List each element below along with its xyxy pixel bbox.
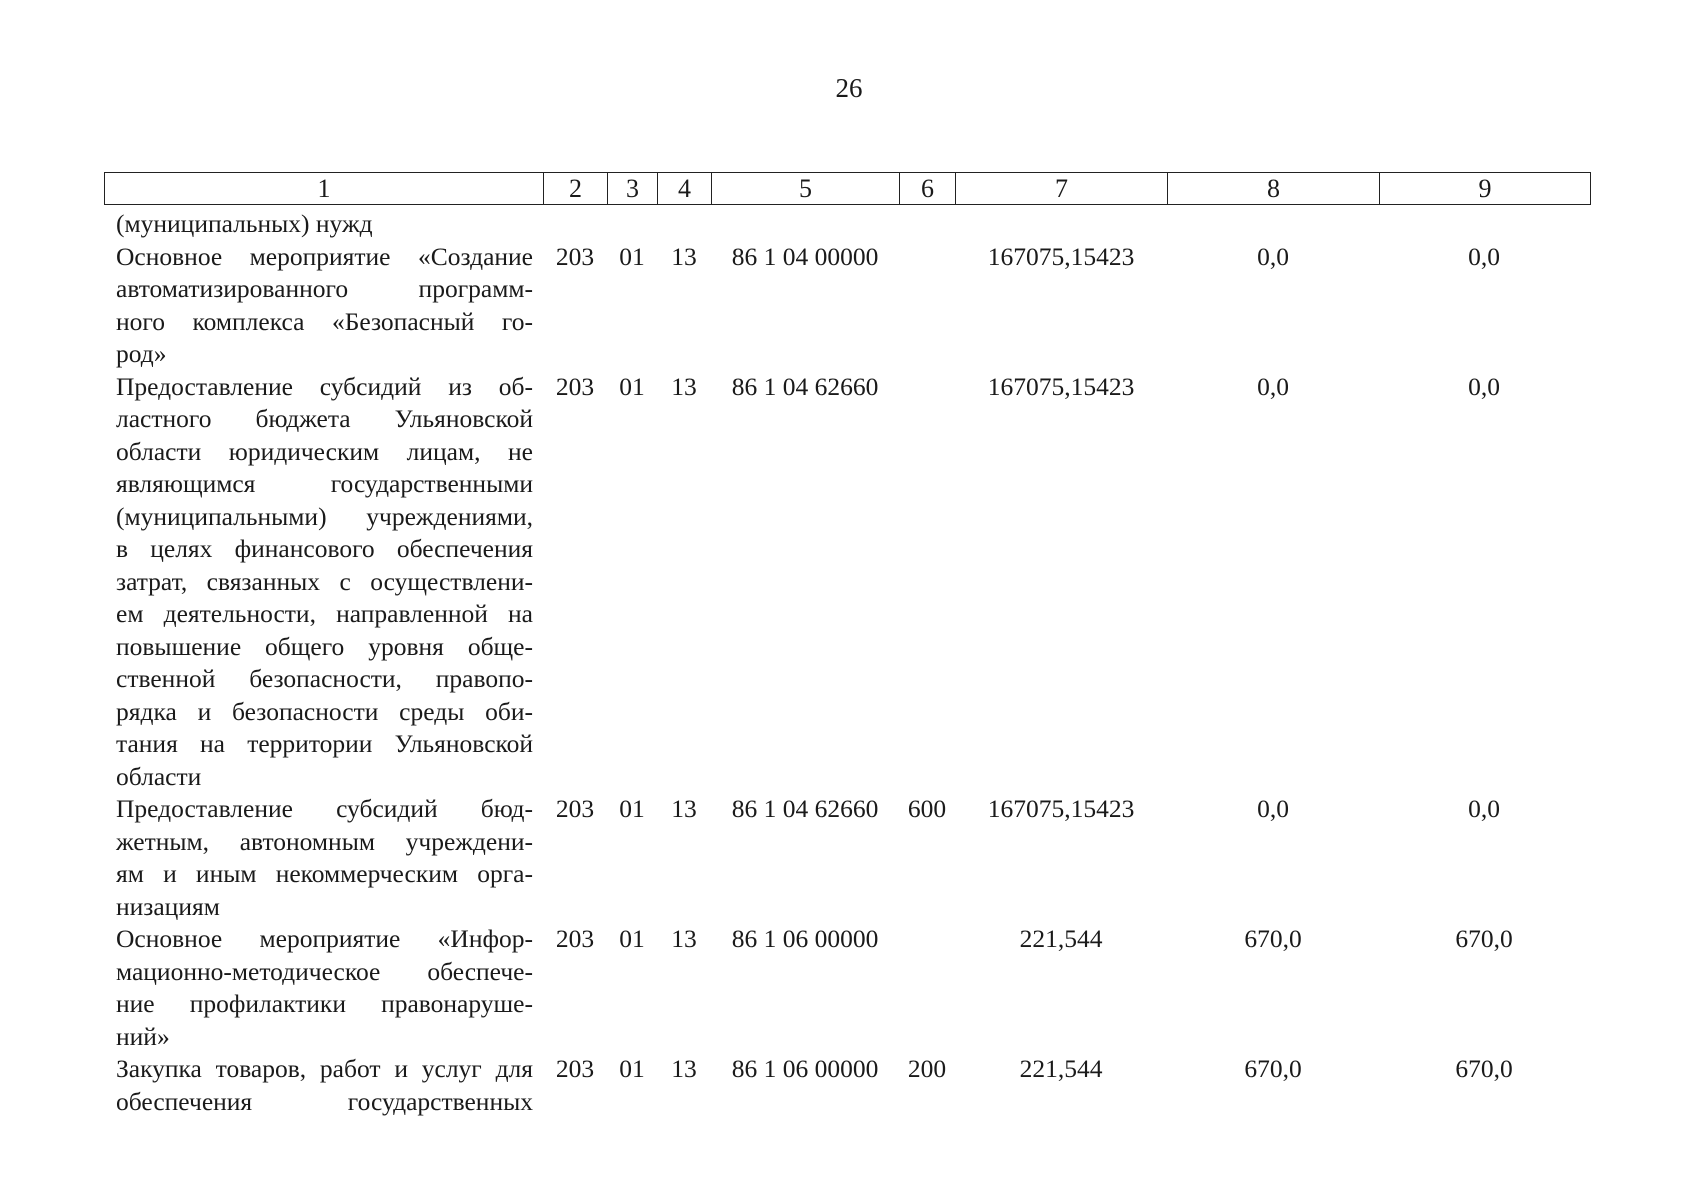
cell-col-3 [607, 208, 657, 241]
table-row [104, 1053, 1589, 1118]
description-line: ластного бюджета Ульяновской [116, 404, 533, 433]
description-line: ний» [116, 1021, 170, 1051]
cell-col-3: 01 [619, 1054, 645, 1083]
cell-col-9: 0,0 [1468, 794, 1500, 823]
description-line: в целях финансового обеспечения [116, 534, 533, 563]
description-line: низациям [116, 891, 220, 921]
cell-col-9: 0,0 [1468, 241, 1500, 271]
description-line: ственной безопасности, правопо- [116, 664, 533, 693]
cell-col-2: 203 [555, 794, 595, 823]
description-line: ного комплекса «Безопасный го- [116, 306, 533, 336]
cell-col-7: 221,544 [1019, 924, 1103, 953]
cell-col-2: 203 [555, 241, 595, 271]
description-line: являющимся государственными [116, 469, 533, 498]
cell-col-2: 203 [555, 371, 595, 401]
cell-col-4: 13 [671, 241, 697, 271]
header-col-9: 9 [1478, 173, 1492, 203]
cell-col-4 [657, 208, 711, 241]
header-col-2: 2 [544, 173, 608, 204]
page-number: 26 [835, 73, 863, 103]
cell-col-7 [955, 208, 1167, 241]
cell-col-6: 600 [907, 794, 947, 823]
description-line: Предоставление субсидий из об- [116, 371, 533, 401]
cell-col-4: 13 [671, 371, 697, 401]
cell-col-4: 13 [671, 1054, 697, 1083]
row-description [104, 371, 543, 794]
cell-col-6 [899, 208, 955, 241]
description-line: мационно-методическое обеспече- [116, 956, 533, 986]
cell-col-7: 221,544 [1019, 1054, 1103, 1083]
row-description [104, 208, 543, 241]
cell-col-6 [899, 923, 955, 1053]
cell-col-5: 86 1 06 00000 [731, 924, 879, 953]
row-description [104, 1053, 543, 1118]
description-line: области юридическим лицам, не [116, 436, 533, 466]
header-col-3: 3 [608, 173, 658, 204]
description-line: ние профилактики правонаруше- [116, 989, 533, 1018]
header-col-4: 4 [658, 173, 712, 204]
cell-col-8: 0,0 [1257, 794, 1289, 823]
row-description [104, 923, 543, 1053]
cell-col-8 [1167, 208, 1379, 241]
cell-col-8: 0,0 [1257, 241, 1289, 271]
cell-col-8: 670,0 [1244, 1054, 1302, 1083]
cell-col-2: 203 [555, 1054, 595, 1083]
header-col-5: 5 [712, 173, 900, 204]
description-line: род» [116, 339, 167, 368]
cell-col-9: 670,0 [1455, 924, 1513, 953]
cell-col-9 [1379, 208, 1589, 241]
cell-col-8: 670,0 [1244, 924, 1302, 953]
cell-col-6: 200 [907, 1054, 947, 1083]
table-row [104, 241, 1589, 371]
cell-col-4: 13 [671, 924, 697, 953]
cell-col-9: 670,0 [1455, 1054, 1513, 1083]
cell-col-2 [543, 208, 607, 241]
cell-col-5: 86 1 04 00000 [731, 241, 879, 271]
cell-col-8: 0,0 [1257, 371, 1289, 401]
description-line: Основное мероприятие «Создание [116, 241, 533, 271]
cell-col-3: 01 [619, 794, 645, 823]
cell-col-5: 86 1 06 00000 [731, 1054, 879, 1083]
description-line: затрат, связанных с осуществлени- [116, 566, 533, 596]
description-line: обеспечения государственных [116, 1086, 533, 1116]
cell-col-5: 86 1 04 62660 [731, 794, 879, 823]
budget-table-body [104, 208, 1589, 1118]
description-line: области [116, 761, 202, 791]
description-line: тания на территории Ульяновской [116, 729, 533, 758]
cell-col-7: 167075,15423 [987, 794, 1135, 823]
cell-col-3: 01 [619, 241, 645, 271]
cell-col-6 [899, 241, 955, 371]
description-line: Основное мероприятие «Инфор- [116, 924, 533, 953]
table-row [104, 923, 1589, 1053]
table-row [104, 208, 1589, 241]
cell-col-2: 203 [555, 924, 595, 953]
description-line: (муниципальных) нужд [116, 209, 373, 238]
header-col-8: 8 [1168, 173, 1380, 204]
description-line: жетным, автономным учреждени- [116, 826, 533, 856]
cell-col-9: 0,0 [1468, 371, 1500, 401]
header-col-6: 6 [900, 173, 956, 204]
cell-col-5: 86 1 04 62660 [731, 371, 879, 401]
cell-col-3: 01 [619, 371, 645, 401]
table-row [104, 371, 1589, 794]
description-line: (муниципальными) учреждениями, [116, 501, 533, 531]
description-line: Предоставление субсидий бюд- [116, 794, 533, 823]
description-line: ем деятельности, направленной на [116, 599, 533, 628]
header-col-7: 7 [956, 173, 1168, 204]
row-description [104, 241, 543, 371]
description-line: повышение общего уровня обще- [116, 631, 533, 661]
column-number-header [104, 172, 1591, 205]
header-col-1: 1 [105, 173, 544, 204]
cell-col-5 [711, 208, 899, 241]
table-row [104, 793, 1589, 923]
description-line: Закупка товаров, работ и услуг для [116, 1054, 533, 1083]
row-description [104, 793, 543, 923]
description-line: автоматизированного программ- [116, 274, 533, 303]
cell-col-4: 13 [671, 794, 697, 823]
description-line: рядка и безопасности среды оби- [116, 696, 533, 726]
cell-col-3: 01 [619, 924, 645, 953]
cell-col-7: 167075,15423 [987, 241, 1135, 271]
description-line: ям и иным некоммерческим орга- [116, 859, 533, 888]
cell-col-7: 167075,15423 [987, 371, 1135, 401]
cell-col-6 [899, 371, 955, 794]
